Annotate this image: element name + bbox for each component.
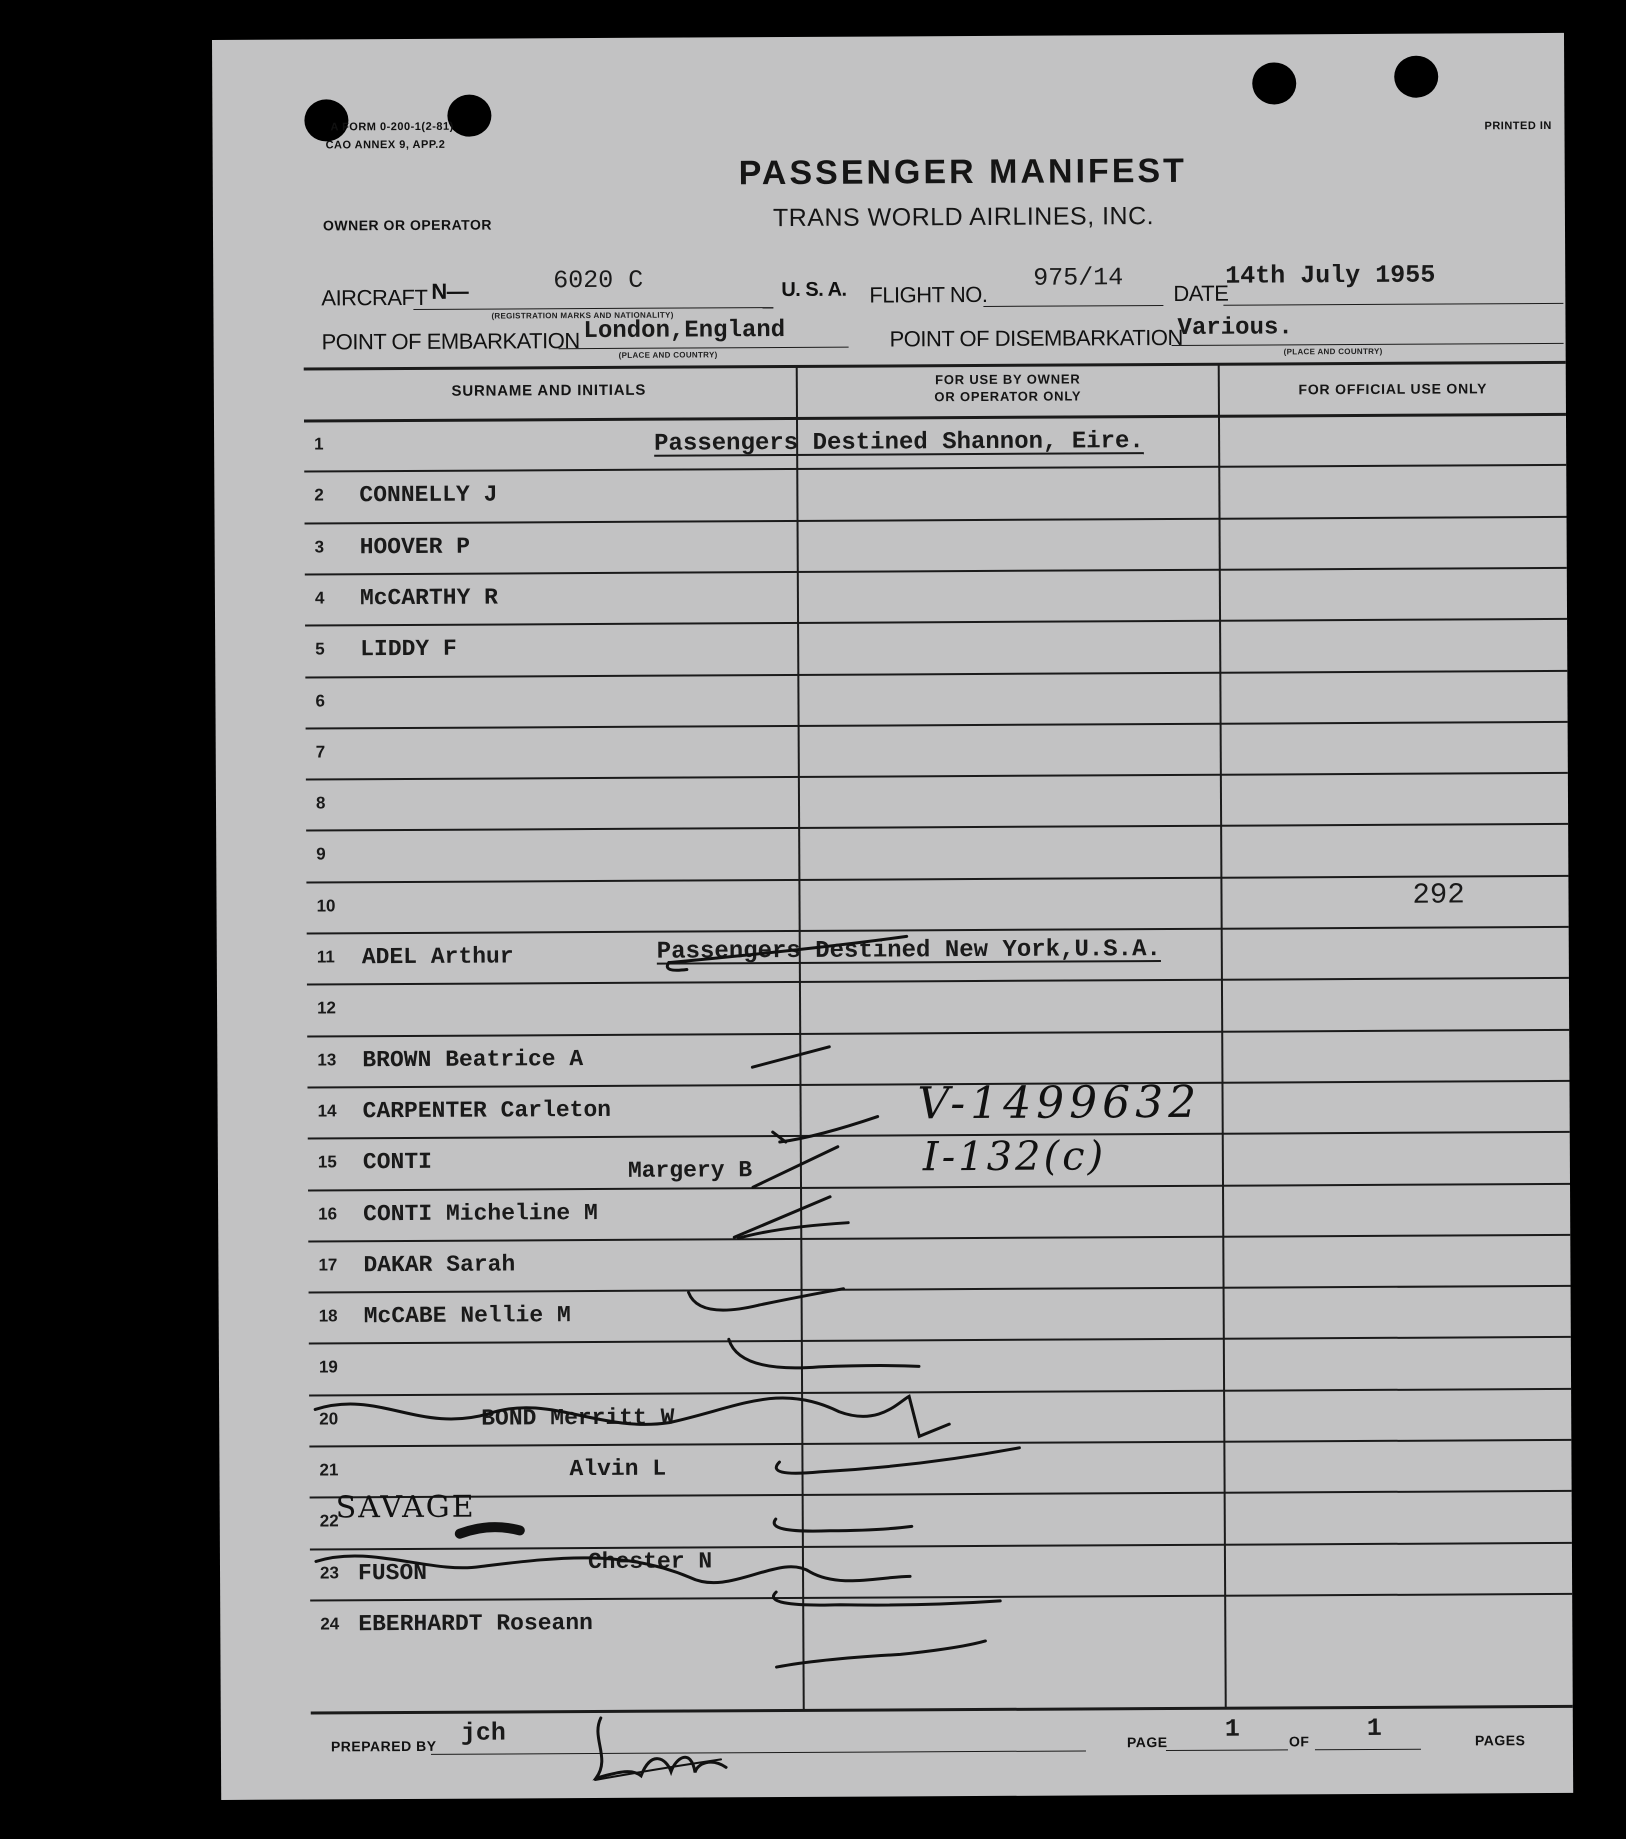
disembarkation-underline (1172, 343, 1564, 346)
row-number: 17 (318, 1255, 338, 1275)
column-divider (796, 367, 805, 1710)
punch-hole (1252, 62, 1296, 104)
row-number: 5 (315, 639, 325, 659)
manifest-sheet (212, 33, 1573, 1800)
printed-in-label: PRINTED IN (1484, 119, 1552, 133)
flight-value: 975/14 (1033, 263, 1124, 293)
page-label: PAGE (1126, 1734, 1168, 1751)
handwritten-surname-savage: SAVAGE (335, 1489, 476, 1526)
col-official-header: FOR OFFICIAL USE ONLY (1298, 380, 1488, 398)
page-underline (1166, 1749, 1288, 1751)
passenger-name: DAKAR Sarah (363, 1251, 516, 1279)
date-label: DATE (1173, 280, 1229, 306)
row-rule (307, 926, 1569, 935)
passenger-name: McCABE Nellie M (363, 1302, 571, 1330)
embarkation-value: London,England (583, 317, 786, 346)
passenger-name: ADEL Arthur (361, 943, 514, 971)
row-number: 15 (317, 1152, 337, 1172)
owner-operator-label: OWNER OR OPERATOR (322, 216, 493, 234)
handwritten-visa-number: V-1499632 (917, 1076, 1202, 1130)
check-mark (752, 1047, 829, 1067)
row-rule (305, 618, 1567, 627)
page-title: PASSENGER MANIFEST (738, 151, 1187, 193)
row-rule (306, 875, 1568, 884)
handwritten-i-number: I-132(c) (922, 1133, 1107, 1181)
row-number: 16 (318, 1203, 338, 1223)
passenger-name: CARPENTER Carleton (362, 1096, 612, 1125)
table-bottom-rule (311, 1705, 1573, 1715)
passenger-name: HOOVER P (359, 533, 471, 560)
of-underline (1315, 1749, 1421, 1751)
row-number: 6 (315, 690, 325, 710)
check-mark (780, 1117, 878, 1143)
passenger-name: FUSON (357, 1559, 428, 1586)
col-owner-header-2: OR OPERATOR ONLY (934, 388, 1082, 405)
row-rule (308, 1182, 1570, 1191)
row-rule (309, 1336, 1571, 1345)
row-rule (305, 516, 1567, 525)
flight-underline (983, 305, 1163, 307)
passenger-name: CONTI (362, 1149, 432, 1176)
row-number: 9 (316, 844, 326, 864)
check-mark (734, 1197, 830, 1238)
row-number: 18 (318, 1306, 338, 1326)
row-rule (306, 772, 1568, 781)
passenger-name: BROWN Beatrice A (362, 1045, 584, 1073)
pages-label: PAGES (1474, 1732, 1526, 1749)
row-number: 13 (317, 1049, 337, 1070)
prepared-by-value: jch (460, 1718, 506, 1748)
check-mark (776, 1448, 1019, 1474)
row-rule (306, 823, 1568, 832)
form-number: A FORM 0-200-1(2-81) (330, 120, 454, 134)
table-top-rule (304, 361, 1566, 371)
of-value: 1 (1366, 1713, 1382, 1743)
row-number: 21 (319, 1460, 339, 1480)
row-rule (309, 1439, 1571, 1448)
prepared-by-label: PREPARED BY (330, 1737, 437, 1755)
disembarkation-note: (PLACE AND COUNTRY) (1283, 346, 1383, 357)
new-york-section-heading: Passengers Destined New York,U.S.A. (656, 936, 1161, 966)
registration-note: (REGISTRATION MARKS AND NATIONALITY) (491, 310, 674, 321)
row-rule (306, 721, 1568, 730)
operator-name: TRANS WORLD AIRLINES, INC. (772, 202, 1155, 233)
row-rule (309, 1388, 1571, 1397)
passenger-given-name: Margery B (627, 1157, 753, 1184)
row-number: 12 (317, 998, 337, 1018)
passenger-name: CONNELLY J (359, 481, 498, 509)
row-number: 8 (315, 793, 326, 813)
embarkation-underline (559, 347, 849, 350)
check-mark (774, 1518, 912, 1531)
official-number: 292 (1412, 878, 1465, 912)
date-underline (1223, 303, 1563, 306)
row-number: 14 (317, 1101, 337, 1121)
row-number: 1 (314, 434, 324, 454)
check-mark (738, 1223, 848, 1239)
row-number: 3 (314, 537, 325, 557)
passenger-name: McCARTHY R (359, 584, 499, 612)
row-number: 11 (316, 947, 335, 967)
page-value: 1 (1224, 1714, 1240, 1744)
passenger-given-name: Chester N (587, 1548, 713, 1576)
disembarkation-value: Various. (1177, 314, 1293, 342)
punch-hole (447, 95, 491, 137)
signature (595, 1759, 721, 1780)
row-rule (307, 977, 1569, 986)
row-number: 22 (319, 1511, 339, 1531)
check-mark (729, 1338, 919, 1368)
row-rule (310, 1593, 1572, 1602)
aircraft-prefix: N— (431, 278, 469, 304)
row-number: 10 (316, 896, 336, 916)
row-number: 24 (320, 1614, 340, 1634)
row-number: 4 (314, 588, 325, 608)
signature (596, 1717, 726, 1778)
row-number: 2 (314, 485, 324, 505)
col-surname-header: SURNAME AND INITIALS (451, 381, 647, 400)
row-number: 23 (319, 1562, 339, 1583)
row-rule (304, 464, 1566, 473)
passenger-name: BOND Merritt W (481, 1404, 675, 1432)
strikeout (460, 1527, 520, 1534)
check-mark (689, 1289, 844, 1311)
prepared-underline (431, 1750, 1086, 1754)
punch-hole (1394, 56, 1438, 98)
date-value: 14th July 1955 (1225, 260, 1436, 291)
flight-label: FLIGHT NO. (869, 281, 988, 308)
passenger-name: Alvin L (569, 1455, 667, 1483)
shannon-section-heading: Passengers Destined Shannon, Eire. (654, 428, 1144, 458)
check-mark (753, 1147, 838, 1187)
col-owner-header-1: FOR USE BY OWNER (935, 371, 1081, 388)
aircraft-underline (413, 307, 773, 310)
embarkation-note: (PLACE AND COUNTRY) (618, 350, 718, 360)
row-rule (309, 1285, 1571, 1294)
column-divider (1218, 365, 1227, 1708)
row-rule (310, 1490, 1572, 1499)
country-label: U. S. A. (781, 278, 847, 302)
of-label: OF (1288, 1733, 1310, 1750)
passenger-name: EBERHARDT Roseann (358, 1609, 594, 1638)
row-rule (305, 669, 1567, 678)
check-mark (776, 1641, 985, 1667)
row-rule (308, 1234, 1570, 1243)
aircraft-label: AIRCRAFT (321, 284, 428, 311)
row-rule (305, 567, 1567, 576)
row-number: 7 (315, 742, 326, 762)
row-number: 19 (318, 1357, 338, 1377)
header-bottom-rule (304, 413, 1566, 423)
row-rule (310, 1541, 1572, 1550)
disembarkation-label: POINT OF DISEMBARKATION (889, 324, 1183, 352)
passenger-name: LIDDY F (360, 635, 457, 663)
embarkation-label: POINT OF EMBARKATION (321, 328, 580, 355)
passenger-name: CONTI Micheline M (363, 1199, 598, 1227)
form-annex: CAO ANNEX 9, APP.2 (325, 138, 446, 152)
row-rule (307, 1029, 1569, 1038)
row-number: 20 (319, 1409, 339, 1429)
aircraft-value: 6020 C (553, 265, 644, 296)
